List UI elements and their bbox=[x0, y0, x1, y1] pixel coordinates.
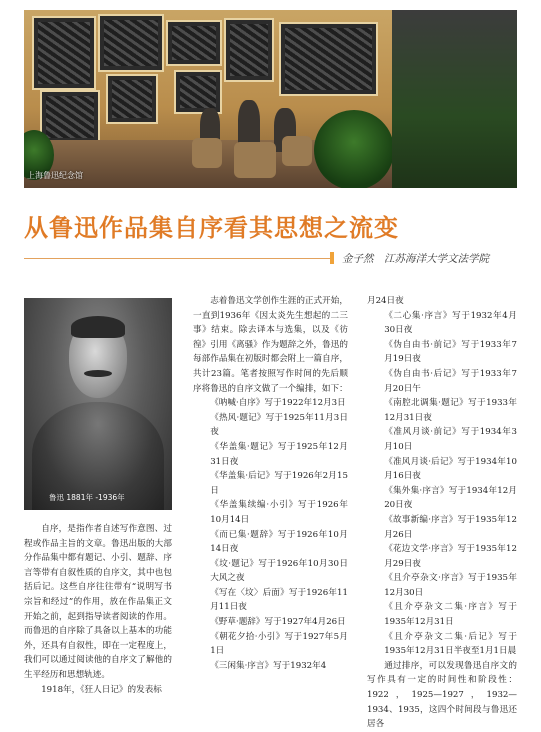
preface-list-item: 《且介亭杂文二集·后记》写于1935年12月31日半夜至1月1日晨 bbox=[384, 631, 517, 657]
paragraph: 通过排序，可以发现鲁迅自序文的写作具有一定的时间性和阶段性：1922，1925—1927，1932—1934、1935，这四个时间段与鲁迅还居各 bbox=[367, 660, 517, 730]
preface-list-item: 《热风·题记》写于1925年11月3日夜 bbox=[210, 412, 348, 438]
preface-list-item: 《华盖集·后记》写于1926年2月15日 bbox=[210, 471, 348, 496]
article-title: 从鲁迅作品集自序看其思想之流变 bbox=[24, 213, 399, 242]
column-1 bbox=[24, 522, 172, 697]
preface-list-item: 《呐喊·自序》写于1922年12月3日 bbox=[210, 398, 346, 409]
preface-list-item: 《故事新编·序言》写于1935年12月26日 bbox=[384, 514, 517, 540]
preface-list-continuation: 月24日夜 bbox=[367, 296, 404, 306]
photo-right-strip bbox=[392, 10, 517, 188]
preface-list-item: 《华盖集续编·小引》写于1926年10月14日 bbox=[210, 500, 348, 525]
preface-list-item: 《写在〈坟〉后面》写于1926年11月11日夜 bbox=[210, 587, 348, 613]
column-3 bbox=[367, 294, 517, 732]
preface-list-item: 《且介亭杂文二集·序言》写于1935年12月31日 bbox=[384, 602, 517, 628]
lu-xun-portrait bbox=[24, 298, 172, 510]
preface-list-item: 《准风月谈·前记》写于1934年3月10日 bbox=[384, 427, 517, 452]
preface-list-item: 《准风月谈·后记》写于1934年10月16日夜 bbox=[384, 456, 517, 482]
preface-list-item: 《华盖集·题记》写于1925年12月31日夜 bbox=[210, 441, 348, 467]
preface-list-item: 《野草·题辞》写于1927年4月26日 bbox=[210, 617, 346, 628]
paragraph: 志着鲁迅文学创作生涯的正式开始，一直到1936年《因太炎先生想起的二三事》结束。除去译本与选集，以及《彷徨》引用《离骚》作为题辞之外，鲁迅的每部作品集在初版时都会附上一篇自序，共计23篇。笔者按照写作时间的先后顺序将鲁迅的自序文做了一个编排，如下： bbox=[193, 296, 348, 394]
preface-list-item: 《而已集·题辞》写于1926年10月14日夜 bbox=[210, 529, 348, 555]
portrait-caption: 鲁迅 1881年 -1936年 bbox=[49, 493, 125, 502]
preface-list-item: 《集外集·序言》写于1934年12月20日夜 bbox=[384, 485, 517, 511]
preface-list-item: 《朝花夕拾·小引》写于1927年5月1日 bbox=[210, 631, 348, 657]
photo-caption: 上海鲁迅纪念馆 bbox=[27, 171, 83, 180]
preface-list-item: 《南腔北调集·题记》写于1933年12月31日夜 bbox=[384, 398, 517, 423]
preface-list-item: 《伪自由书·后记》写于1933年7月20日午 bbox=[384, 368, 517, 394]
preface-list-item: 《伪自由书·前记》写于1933年7月19日夜 bbox=[384, 339, 517, 365]
preface-list-item: 《且介亭杂文·序言》写于1935年12月30日 bbox=[384, 573, 517, 598]
byline-row bbox=[24, 251, 517, 265]
preface-list-item: 《二心集·序言》写于1932年4月30日夜 bbox=[384, 310, 517, 336]
paragraph: 1918年，《狂人日记》的发表标 bbox=[41, 684, 162, 695]
preface-list-item: 《坟·题记》写于1926年10月30日大风之夜 bbox=[210, 558, 348, 584]
column-2 bbox=[193, 294, 348, 673]
author-byline: 金子然 江苏海洋大学文法学院 bbox=[342, 253, 489, 265]
paragraph: 自序，是指作者自述写作意图、过程或作品主旨的文章。鲁迅出版的大部分作品集中都有题记、小引、题辞、序言等带有自叙性质的自序文，其中也包括后记。这些自序往往带有“说明写书宗旨和经过”的作用，放在作品集正文开始之前，起到指导读者阅读的作用。而鲁迅的自序除了具备以上基本的功能外，还具有自叙性，即在一定程度上，我们可以通过阅读他的自序文了解他的生平经历和思想轨迹。 bbox=[24, 524, 172, 680]
preface-list-item: 《三闲集·序言》写于1932年4 bbox=[210, 660, 327, 671]
preface-list-item: 《花边文学·序言》写于1935年12月29日夜 bbox=[384, 544, 517, 569]
byline-rule bbox=[24, 258, 330, 259]
museum-photo bbox=[24, 10, 392, 188]
byline-marker bbox=[330, 252, 334, 264]
